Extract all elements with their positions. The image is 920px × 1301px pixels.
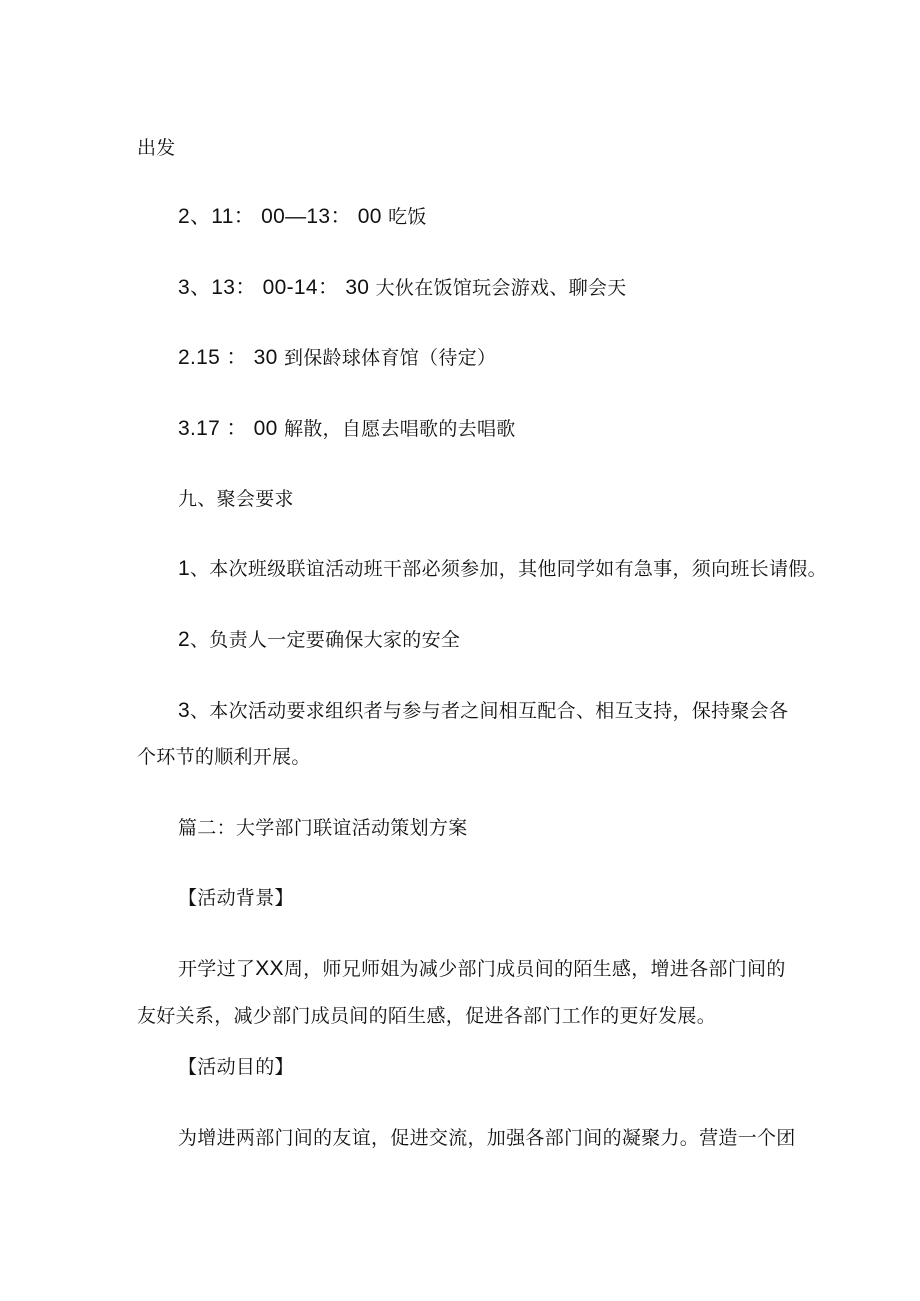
paragraph-text: 周，师兄师姐为减少部门成员间的陌生感，增进各部门间的: [283, 958, 786, 980]
requirement-item-3: [178, 699, 788, 723]
requirement-item-2: [178, 628, 460, 652]
requirement-item-3-continued: [137, 745, 311, 769]
schedule-time: 2、11： 00—13： 00: [178, 205, 382, 228]
section-heading-purpose: [178, 1055, 294, 1079]
heading-text: 【活动背景】: [178, 887, 294, 909]
item-text: 、本次活动要求组织者与参与者之间相互配合、相互支持，保持聚会各: [189, 700, 789, 722]
schedule-activity: 到保龄球体育馆（待定）: [277, 347, 497, 369]
schedule-activity: 解散，自愿去唱歌的去唱歌: [277, 418, 516, 440]
item-number: 1: [178, 557, 190, 580]
schedule-time: 2.15 ： 30: [178, 346, 278, 369]
article-title: [178, 816, 468, 840]
heading-text: 【活动目的】: [178, 1056, 294, 1078]
schedule-activity: 大伙在饭馆玩会游戏、聊会天: [369, 277, 627, 299]
item-text: 个环节的顺利开展。: [137, 746, 311, 768]
schedule-item-bowling: [178, 346, 496, 370]
paragraph-text: 为增进两部门间的友谊，促进交流，加强各部门间的凝聚力。营造一个团: [178, 1127, 796, 1149]
schedule-item-games: [178, 276, 627, 300]
item-number: 2: [178, 628, 190, 651]
schedule-time: 3.17 ： 00: [178, 417, 278, 440]
placeholder-number: XX: [255, 957, 284, 980]
item-text: 、负责人一定要确保大家的安全: [189, 629, 461, 651]
schedule-item-dismiss: [178, 417, 516, 441]
paragraph-background-line-1: [178, 957, 786, 981]
heading-text: 九、聚会要求: [178, 488, 294, 510]
item-number: 3: [178, 699, 190, 722]
schedule-item-lunch: [178, 205, 427, 229]
paragraph-text: 友好关系，减少部门成员间的陌生感，促进各部门工作的更好发展。: [137, 1005, 717, 1027]
section-heading-background: [178, 886, 294, 910]
schedule-time: 3、13： 00-14： 30: [178, 276, 370, 299]
section-heading-requirements: [178, 487, 294, 511]
title-text: 篇二：大学部门联谊活动策划方案: [178, 817, 468, 839]
item-text: 、本次班级联谊活动班干部必须参加，其他同学如有急事，须向班长请假。: [189, 558, 827, 580]
paragraph-purpose-line-1: [178, 1126, 796, 1150]
paragraph-text: 开学过了: [178, 958, 256, 980]
schedule-activity: 吃饭: [381, 206, 427, 228]
requirement-item-1: [178, 557, 827, 581]
line-text: 出发: [137, 137, 176, 159]
paragraph-background-line-2: [137, 1004, 716, 1028]
text-line-depart: [137, 136, 176, 160]
